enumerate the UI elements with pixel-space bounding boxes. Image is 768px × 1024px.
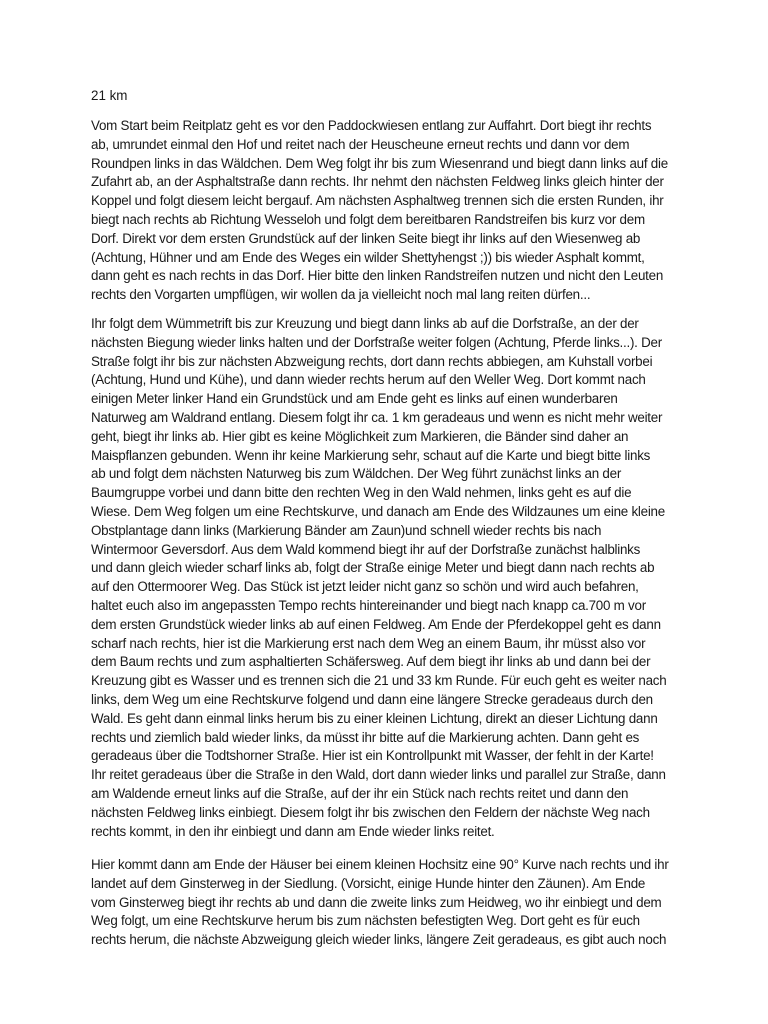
text-line: dann geht es nach rechts in das Dorf. Hier bitte den linken Randstreifen nutzen und nicht den Leuten (91, 268, 664, 284)
text-line: dem Baum rechts und zum asphaltierten Schäfersweg. Auf dem biegt ihr links ab und dann bei der (91, 654, 651, 670)
text-line: auf den Ottermoorer Weg. Das Stück ist jetzt leider nicht ganz so schön und wird auch befahren, (91, 579, 639, 595)
text-line: nächsten Biegung wieder links halten und der Dorfstraße weiter folgen (Achtung, Pferde links...). Der (91, 334, 662, 350)
paragraph-3 (91, 856, 671, 950)
text-line: geradeaus über die Todtshorner Straße. Hier ist ein Kontrollpunkt mit Wasser, der fehlt in der Karte! (91, 748, 654, 764)
text-line: biegt nach rechts ab Richtung Wesseloh und folgt dem bereitbaren Randstreifen bis kurz vor dem (91, 211, 645, 227)
text-line: Baumgruppe vorbei und dann bitte den rechten Weg in den Wald nehmen, links geht es auf die (91, 485, 632, 501)
text-line: links, dem Weg um eine Rechtskurve folgend und dann eine längere Strecke geradeaus durch den (91, 691, 653, 707)
paragraph-2 (91, 315, 671, 841)
text-line: rechts herum, die nächste Abzweigung gleich wieder links, längere Zeit geradeaus, es gibt auch noch (91, 932, 667, 948)
text-line: Zufahrt ab, an der Asphaltstraße dann rechts. Ihr nehmt den nächsten Feldweg links gleich hinter der (91, 174, 664, 190)
text-line: Weg folgt, um eine Rechtskurve herum bis zum nächsten befestigten Weg. Dort geht es für euch (91, 913, 640, 929)
text-line: Kreuzung gibt es Wasser und es trennen sich die 21 und 33 km Runde. Für euch geht es weiter nach (91, 673, 667, 689)
text-line: am Waldende erneut links auf die Straße, auf der ihr ein Stück nach rechts reitet und dann den (91, 785, 629, 801)
text-line: Ihr folgt dem Wümmetrift bis zur Kreuzung und biegt dann links ab auf die Dorfstraße, an der der (91, 316, 639, 331)
text-line: und dann gleich wieder scharf links ab, folgt der Straße einige Meter und biegt dann nach rechts ab (91, 560, 655, 576)
text-line: vom Ginsterweg biegt ihr rechts ab und dann die zweite links zum Heidweg, wo ihr einbiegt und dem (91, 894, 662, 910)
text-line: Vom Start beim Reitplatz geht es vor den Paddockwiesen entlang zur Auffahrt. Dort biegt ihr rechts (91, 118, 652, 133)
paragraph-1 (91, 117, 671, 305)
text-line: Roundpen links in das Wäldchen. Dem Weg folgt ihr bis zum Wiesenrand und biegt dann links auf die (91, 155, 668, 171)
text-line: geht, biegt ihr links ab. Hier gibt es keine Möglichkeit zum Markieren, die Bänder sind daher an (91, 428, 629, 444)
text-line: Wald. Es geht dann einmal links herum bis zu einer kleinen Lichtung, direkt an dieser Lichtung dann (91, 710, 658, 726)
text-line: Naturweg am Waldrand entlang. Diesem folgt ihr ca. 1 km geradeaus und wenn es nicht mehr weiter (91, 409, 663, 425)
text-line: Koppel und folgt diesem leicht bergauf. Am nächsten Asphaltweg trennen sich die ersten Runden, ihr (91, 193, 664, 209)
text-line: Straße folgt ihr bis zur nächsten Abzweigung rechts, dort dann rechts abbiegen, am Kuhstall vorbei (91, 353, 653, 369)
text-line: Wiese. Dem Weg folgen um eine Rechtskurve, und danach am Ende des Wildzaunes um eine kleine (91, 503, 665, 519)
text-line: nächsten Feldweg links einbiegt. Diesem folgt ihr bis zwischen den Feldern der nächste Weg nach (91, 804, 650, 820)
text-line: Maispflanzen gebunden. Wenn ihr keine Markierung sehr, schaut auf die Karte und biegt bitte links (91, 447, 651, 463)
text-line: Obstplantage dann links (Markierung Bänder am Zaun)und schnell wieder rechts bis nach (91, 522, 602, 538)
text-line: Hier kommt dann am Ende der Häuser bei einem kleinen Hochsitz eine 90° Kurve nach rechts und ihr (91, 857, 669, 872)
text-line: rechts und ziemlich bald wieder links, da müsst ihr bitte auf die Markierung achten. Dann geht es (91, 729, 640, 745)
text-line: ab und folgt dem nächsten Naturweg bis zum Wäldchen. Der Weg führt zunächst links an der (91, 466, 622, 482)
text-line: einigen Meter linker Hand ein Grundstück und am Ende geht es links auf einen wunderbaren (91, 391, 618, 407)
text-line: ab, umrundet einmal den Hof und reitet nach der Heuscheune erneut rechts und dann vor dem (91, 136, 630, 152)
text-line: rechts den Vorgarten umpflügen, wir wollen da ja vielleicht noch mal lang reiten dürfen... (91, 287, 591, 303)
document-title: 21 km (91, 88, 128, 103)
text-line: (Achtung, Hühner und am Ende des Weges ein wilder Shettyhengst ;)) bis wieder Asphalt kommt, (91, 249, 645, 265)
text-line: Dorf. Direkt vor dem ersten Grundstück auf der linken Seite biegt ihr links auf den Wiesenweg ab (91, 230, 641, 246)
text-line: landet auf dem Ginsterweg in der Siedlung. (Vorsicht, einige Hunde hinter den Zäunen). Am Ende (91, 875, 646, 891)
text-line: scharf nach rechts, hier ist die Markierung erst nach dem Weg an einem Baum, ihr müsst also vor (91, 635, 646, 651)
text-line: Ihr reitet geradeaus über die Straße in den Wald, dort dann wieder links und parallel zur Straße, dann (91, 767, 666, 783)
text-line: Wintermoor Geversdorf. Aus dem Wald kommend biegt ihr auf der Dorfstraße zunächst halblinks (91, 541, 641, 557)
text-line: (Achtung, Hund und Kühe), und dann wieder rechts herum auf den Weller Weg. Dort kommt nach (91, 372, 646, 388)
text-line: haltet euch also im angepassten Tempo rechts hintereinander und biegt nach knapp ca.700 m vor (91, 597, 646, 613)
text-line: rechts kommt, in den ihr einbiegt und dann am Ende wieder links reitet. (91, 823, 495, 839)
text-line: dem ersten Grundstück wieder links ab auf einen Feldweg. Am Ende der Pferdekoppel geht es dann (91, 616, 661, 632)
